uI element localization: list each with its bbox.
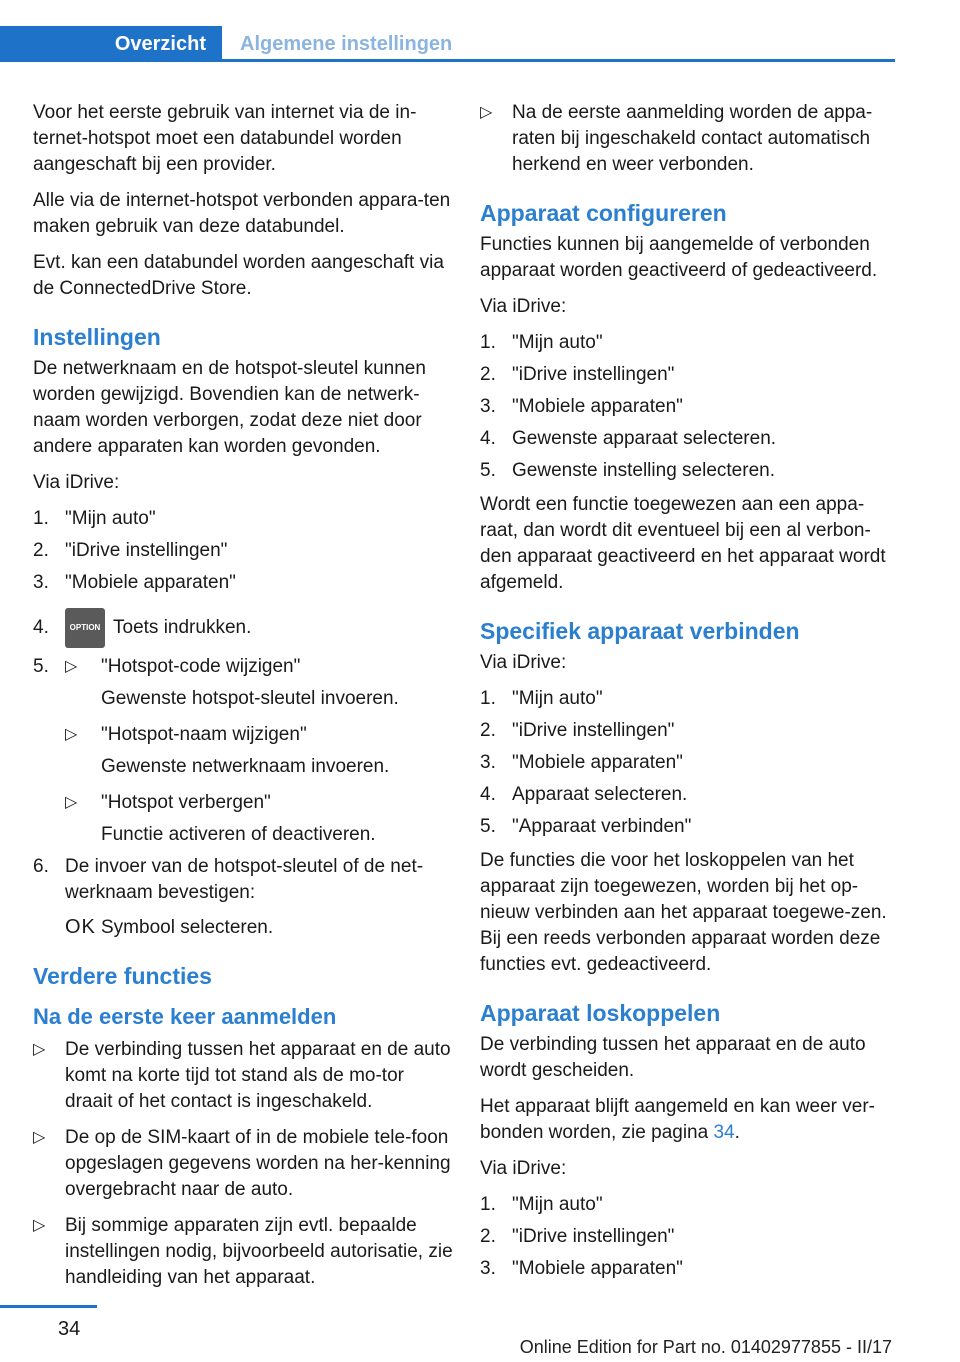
left-column [33,100,453,1301]
triangle-bullet-icon: ▷ [65,794,78,811]
paragraph: Alle via de internet-hotspot verbonden appara-ten maken gebruik van deze databundel. [33,190,451,237]
list-item: 4. Gewenste apparaat selecteren. [480,428,777,449]
header-tabs [0,0,895,62]
steps-list [33,506,453,941]
paragraph: De functies die voor het loskoppelen van het apparaat zijn toegewezen, worden bij het op-nieuw verbinden aan het apparaat toegewe-zen. Bij een reeds verbonden apparaat worden deze functies evt. gedeactiveerd. [480,850,887,975]
list-item: 5. Gewenste instelling selecteren. [480,460,775,481]
via-idrive: Via iDrive: [480,652,567,673]
paragraph: De netwerknaam en de hotspot-sleutel kunnen worden gewijzigd. Bovendien kan de netwerk-naam worden verborgen, zodat deze niet door andere apparaten kan worden gevonden. [33,358,426,457]
list-item: 4. OPTION Toets indrukken. [33,608,453,648]
page-link[interactable]: 34 [713,1122,735,1143]
paragraph: Voor het eerste gebruik van internet via de in-ternet-hotspot moet een databundel worden aangeschaft bij een provider. [33,102,417,175]
list-item: 2. "iDrive instellingen" [480,720,675,741]
section-heading-verdere-functies: Verdere functies [33,963,212,989]
right-column [480,100,900,1290]
sub-item: ▷ "Hotspot-naam wijzigen" [33,722,453,748]
tab-algemene-instellingen[interactable]: Algemene instellingen [240,32,453,55]
paragraph: Het apparaat blijft aangemeld en kan weer ver-bonden worden, zie pagina 34. [480,1096,876,1143]
option-button-icon: OPTION [65,608,105,648]
list-item: 2. "iDrive instellingen" [33,540,228,561]
subsection-heading-eerste-aanmelden: Na de eerste keer aanmelden [33,1004,337,1029]
via-idrive: Via iDrive: [480,296,567,317]
list-item [33,654,453,848]
list-item: 6. De invoer van de hotspot-sleutel of de net-werknaam bevestigen: OK Symbool selecteren. [33,856,424,938]
via-idrive: Via iDrive: [480,1158,567,1179]
tab-underline [222,59,895,62]
paragraph: Wordt een functie toegewezen aan een appa-raat, dan wordt dit eventueel bij een al verbon-den apparaat geactiveerd en het apparaat wordt afgemeld. [480,494,886,593]
section-heading-apparaat-configureren: Apparaat configureren [480,200,727,226]
list-item: 2. "iDrive instellingen" [480,1226,675,1247]
bullet-item: ▷ De op de SIM-kaart of in de mobiele tele-foon opgeslagen gegevens worden na her-kenning overgebracht naar de auto. [33,1125,453,1203]
footer-rule [0,1305,97,1308]
list-item: 2. "iDrive instellingen" [480,364,675,385]
list-item: 5. "Apparaat verbinden" [480,816,692,837]
section-heading-specifiek-verbinden: Specifiek apparaat verbinden [480,618,800,644]
steps-list [480,1192,900,1282]
paragraph: Functies kunnen bij aangemelde of verbonden apparaat worden geactiveerd of gedeactiveerd. [480,234,878,281]
sub-desc: Functie activeren of deactiveren. [101,824,376,845]
bullet-item: ▷ Bij sommige apparaten zijn evtl. bepaalde instellingen nodig, bijvoorbeeld autorisatie, zie handleiding van het apparaat. [33,1213,453,1291]
page-number: 34 [58,1318,81,1340]
list-item: 1. "Mijn auto" [480,1194,603,1215]
paragraph: De verbinding tussen het apparaat en de auto wordt gescheiden. [480,1034,866,1081]
list-item: 4. Apparaat selecteren. [480,784,688,805]
triangle-bullet-icon: ▷ [33,1041,46,1058]
sub-item: ▷ "Hotspot verbergen" [33,790,453,816]
steps-list [480,330,900,484]
via-idrive: Via iDrive: [33,472,120,493]
bullet-item: ▷ Na de eerste aanmelding worden de appa-raten bij ingeschakeld contact automatisch herkend en weer verbonden. [480,100,900,178]
triangle-bullet-icon: ▷ [33,1129,46,1146]
list-item: 3. "Mobiele apparaten" [480,1258,683,1279]
sub-desc: Gewenste hotspot-sleutel invoeren. [101,688,399,709]
triangle-bullet-icon: ▷ [65,726,78,743]
bullet-item: ▷ De verbinding tussen het apparaat en de auto komt na korte tijd tot stand als de mo-tor draait of het contact is ingeschakeld. [33,1037,453,1115]
list-item: 3. "Mobiele apparaten" [480,396,683,417]
triangle-bullet-icon: ▷ [480,104,493,121]
sub-item: 5. ▷ "Hotspot-code wijzigen" [33,654,453,680]
sub-desc: Gewenste netwerknaam invoeren. [101,756,390,777]
list-item: 1. "Mijn auto" [33,508,156,529]
edition-note: Online Edition for Part no. 01402977855 - II/17 [519,1337,892,1357]
paragraph: Evt. kan een databundel worden aangeschaft via de ConnectedDrive Store. [33,252,444,299]
triangle-bullet-icon: ▷ [33,1217,46,1234]
ok-symbol-icon: OK [65,916,96,938]
list-item: 1. "Mijn auto" [480,688,603,709]
list-item: 3. "Mobiele apparaten" [33,572,236,593]
list-item: 1. "Mijn auto" [480,332,603,353]
triangle-bullet-icon: ▷ [65,658,78,675]
section-heading-instellingen: Instellingen [33,324,161,350]
section-heading-apparaat-loskoppelen: Apparaat loskoppelen [480,1000,721,1026]
steps-list [480,686,900,840]
tab-overzicht[interactable]: Overzicht [0,26,222,62]
list-item: 3. "Mobiele apparaten" [480,752,683,773]
